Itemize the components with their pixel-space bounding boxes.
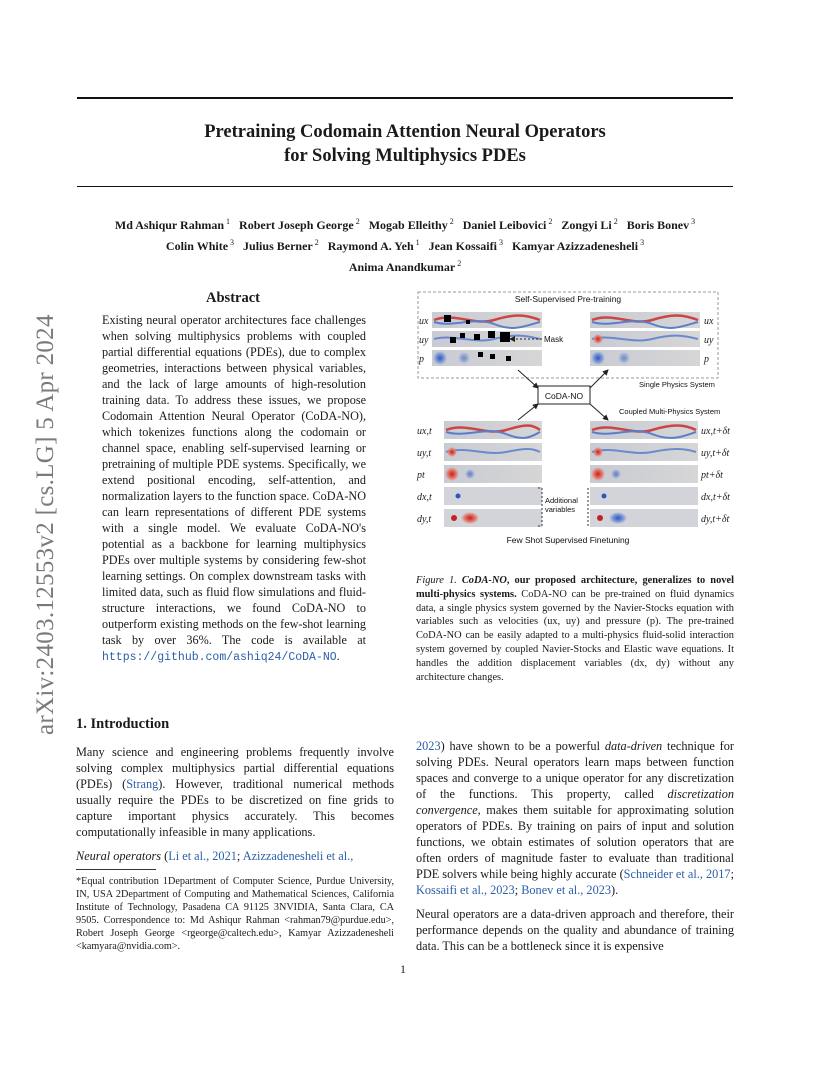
additional-label-2: variables [545,505,576,514]
author-list [60,213,750,276]
citation-link[interactable]: Kossaifi et al., 2023 [416,883,515,897]
citation-link[interactable]: Schneider et al., 2017 [623,867,731,881]
author: Daniel Leibovici [462,218,547,232]
arrow-from-coda-bottom [590,404,608,420]
var-label: uy,t [417,448,432,459]
intro-paragraph-2 [76,848,394,864]
affiliation-mark: 1 [226,217,231,226]
var-label: dx,t [417,492,432,503]
right-column-body [416,738,734,960]
citation-link[interactable]: Strang [126,777,159,791]
text: , makes them suitable for approximating solution operators of PDEs. By training on pairs of input and solution functions, we obtain estimates of solution operators that are often orders of magnitude faster to evaluate than traditional PDE solvers while being highly accurate ( [416,803,734,881]
title-rule-top [77,97,733,99]
page-number: 1 [400,962,406,976]
author: Julius Berner [243,239,313,253]
title-line-2: for Solving Multiphysics PDEs [284,146,526,166]
abstract-heading: Abstract [206,290,260,306]
affiliation-mark: 3 [640,238,645,247]
affiliation-mark: 3 [691,217,696,226]
var-label: ux,t [417,426,432,437]
author-line-3 [60,255,750,276]
var-label: ux [704,316,714,327]
var-label: uy,t+δt [701,448,730,459]
var-label: p [419,354,424,365]
text: ) have shown to be a powerful [440,739,605,753]
author-line-2 [60,234,750,255]
author: Robert Joseph George [239,218,354,232]
caption-bold-text: , our proposed architecture, generalizes to novel multi-physics systems. [416,575,734,600]
text: ). However, traditional numerical methods usually require the PDEs to be discretized on fine grids to capture important physics accurately. This becomes computationally infeasible in many applications. [76,777,394,839]
additional-label-1: Additional [545,496,578,505]
var-label: dy,t [417,514,432,525]
footnote: *Equal contribution 1Department of Computer Science, Purdue University, IN, USA 2Department of Computing and Mathematical Sciences, California Institute of Technology, Pasadena CA 91125 3NVIDIA, Santa Clara, CA 9505. Correspondence to: Md Ashiqur Rahman <rahman79@purdue.edu>, Robert Joseph George <rgeorge@caltech.edu>, Kamyar Azizzadenesheli <kamyara@nvidia.com>. [76,876,394,952]
text: ). [611,883,619,897]
author: Jean Kossaifi [428,239,497,253]
abstract-body: Existing neural operator architectures face challenges when solving multiphysics problems with coupled partial differential equations (PDEs), due to complex geometries, interactions between physical variables, and the lack of large amounts of high-resolution training data. To address these issues, we propose Codomain Attention Neural Operator (CoDA-NO), which tokenizes functions along the codomain or channel space, enabling self-supervised learning or pretraining of multiple PDE systems. Specifically, we extend positional encoding, self-attention, and normalization layers to the function space. CoDA-NO can learn representations of different PDE systems with a single model. We evaluate CoDA-NO's potential as a backbone for learning multiphysics PDEs over multiple systems by considering few-shot learning settings. On complex downstream tasks with limited data, such as fluid flow simulations and fluid-structure interactions, we found CoDA-NO to outperform existing methods on the few-shot learning task by over 36%. The code is available at [102,313,366,647]
caption-label: Figure 1. [416,575,457,586]
var-label: p [704,354,709,365]
affiliation-mark: 3 [498,238,503,247]
citation-link[interactable]: Azizzadenesheli et al., [242,849,354,863]
affiliation-mark: 1 [415,238,420,247]
title-line-1: Pretraining Codomain Attention Neural Operators [204,122,606,142]
figure-1 [414,290,736,552]
pretrain-output-fields [590,312,700,366]
author: Mogab Elleithy [368,218,448,232]
figure-caption [416,574,734,684]
affiliation-mark: 3 [230,238,235,247]
text: ; [236,849,243,863]
text: technique for solving PDEs. Neural operators learn maps between function spaces and converge to a unique operator for any discretization of the functions. This property, called [416,739,734,801]
coupled-physics-label: Coupled Multi-Physics System [619,407,721,416]
caption-body: CoDA-NO can be pre-trained on fluid dynamics data, a single physics system governed by the Navier-Stocks equation with variables such as velocities (ux, uy) and pressure (p). The pre-trained CoDA-NO can be easily adapted to a multi-physics fluid-solid interaction system governed by coupled Navier-Stocks and Elastic wave equations. It handles the addition displacement variables (dx, dy) without any architecture changes. [416,588,734,683]
paper-title [77,120,733,168]
var-label: uy [704,335,714,346]
arrow-from-coda-top [590,370,608,388]
text: ; [514,883,522,897]
finetune-label: Few Shot Supervised Finetuning [506,535,630,545]
author: Raymond A. Yeh [327,239,414,253]
affiliation-mark: 2 [314,238,319,247]
emphasis: discretization convergence [416,787,734,817]
citation-link[interactable]: Li et al., 2021 [168,849,237,863]
var-label: pt+δt [701,470,723,481]
arrow-to-coda [518,370,538,388]
emphasis: Neural operators [76,849,162,863]
affiliation-mark: 2 [548,217,553,226]
abstract-text [102,312,366,666]
single-physics-label: Single Physics System [639,380,715,389]
affiliation-mark: 2 [449,217,454,226]
coda-no-label: CoDA-NO [544,391,584,401]
var-label: pt [417,470,425,481]
pretrain-label: Self-Supervised Pre-training [514,294,622,304]
finetune-input-fields [444,421,542,527]
var-label: dy,t+δt [701,514,730,525]
right-paragraph-1 [416,738,734,898]
intro-paragraph-1 [76,744,394,840]
var-label: dx,t+δt [701,492,730,503]
affiliation-mark: 2 [457,259,462,268]
author: Kamyar Azizzadenesheli [511,239,639,253]
author: Colin White [165,239,229,253]
arrow-to-coda-bottom [518,404,538,420]
author-line-1 [60,213,750,234]
caption-bold-name: CoDA-NO [461,575,507,586]
text: Many science and engineering problems frequently involve solving complex multiphysics partial differential equations (PDEs) ( [76,745,394,791]
code-link[interactable]: https://github.com/ashiq24/CoDA-NO [102,651,337,664]
author: Zongyi Li [561,218,612,232]
citation-link[interactable]: Bonev et al., 2023 [521,883,612,897]
author: Anima Anandkumar [348,260,456,274]
emphasis: data-driven [604,739,663,753]
citation-link[interactable]: 2023 [416,739,441,753]
title-rule-bottom [77,186,733,187]
mask-label: Mask [544,335,564,344]
footnote-rule [76,869,156,870]
text: ; [730,867,734,881]
var-label: ux [419,316,429,327]
right-paragraph-2: Neural operators are a data-driven approach and therefore, their performance depends on the quality and abundance of training data. This can be a bottleneck since it is expensive [416,907,734,953]
left-column-body [76,744,394,870]
section-heading-introduction: 1. Introduction [76,716,170,732]
affiliation-mark: 2 [355,217,360,226]
var-label: ux,t+δt [701,426,730,437]
finetune-output-fields [590,421,698,527]
var-label: uy [419,335,429,346]
arxiv-stamp: arXiv:2403.12553v2 [cs.LG] 5 Apr 2024 [32,314,59,735]
abstract-end: . [336,649,340,663]
text: ( [161,849,169,863]
author: Md Ashiqur Rahman [114,218,225,232]
author: Boris Bonev [626,218,690,232]
affiliation-mark: 2 [613,217,618,226]
